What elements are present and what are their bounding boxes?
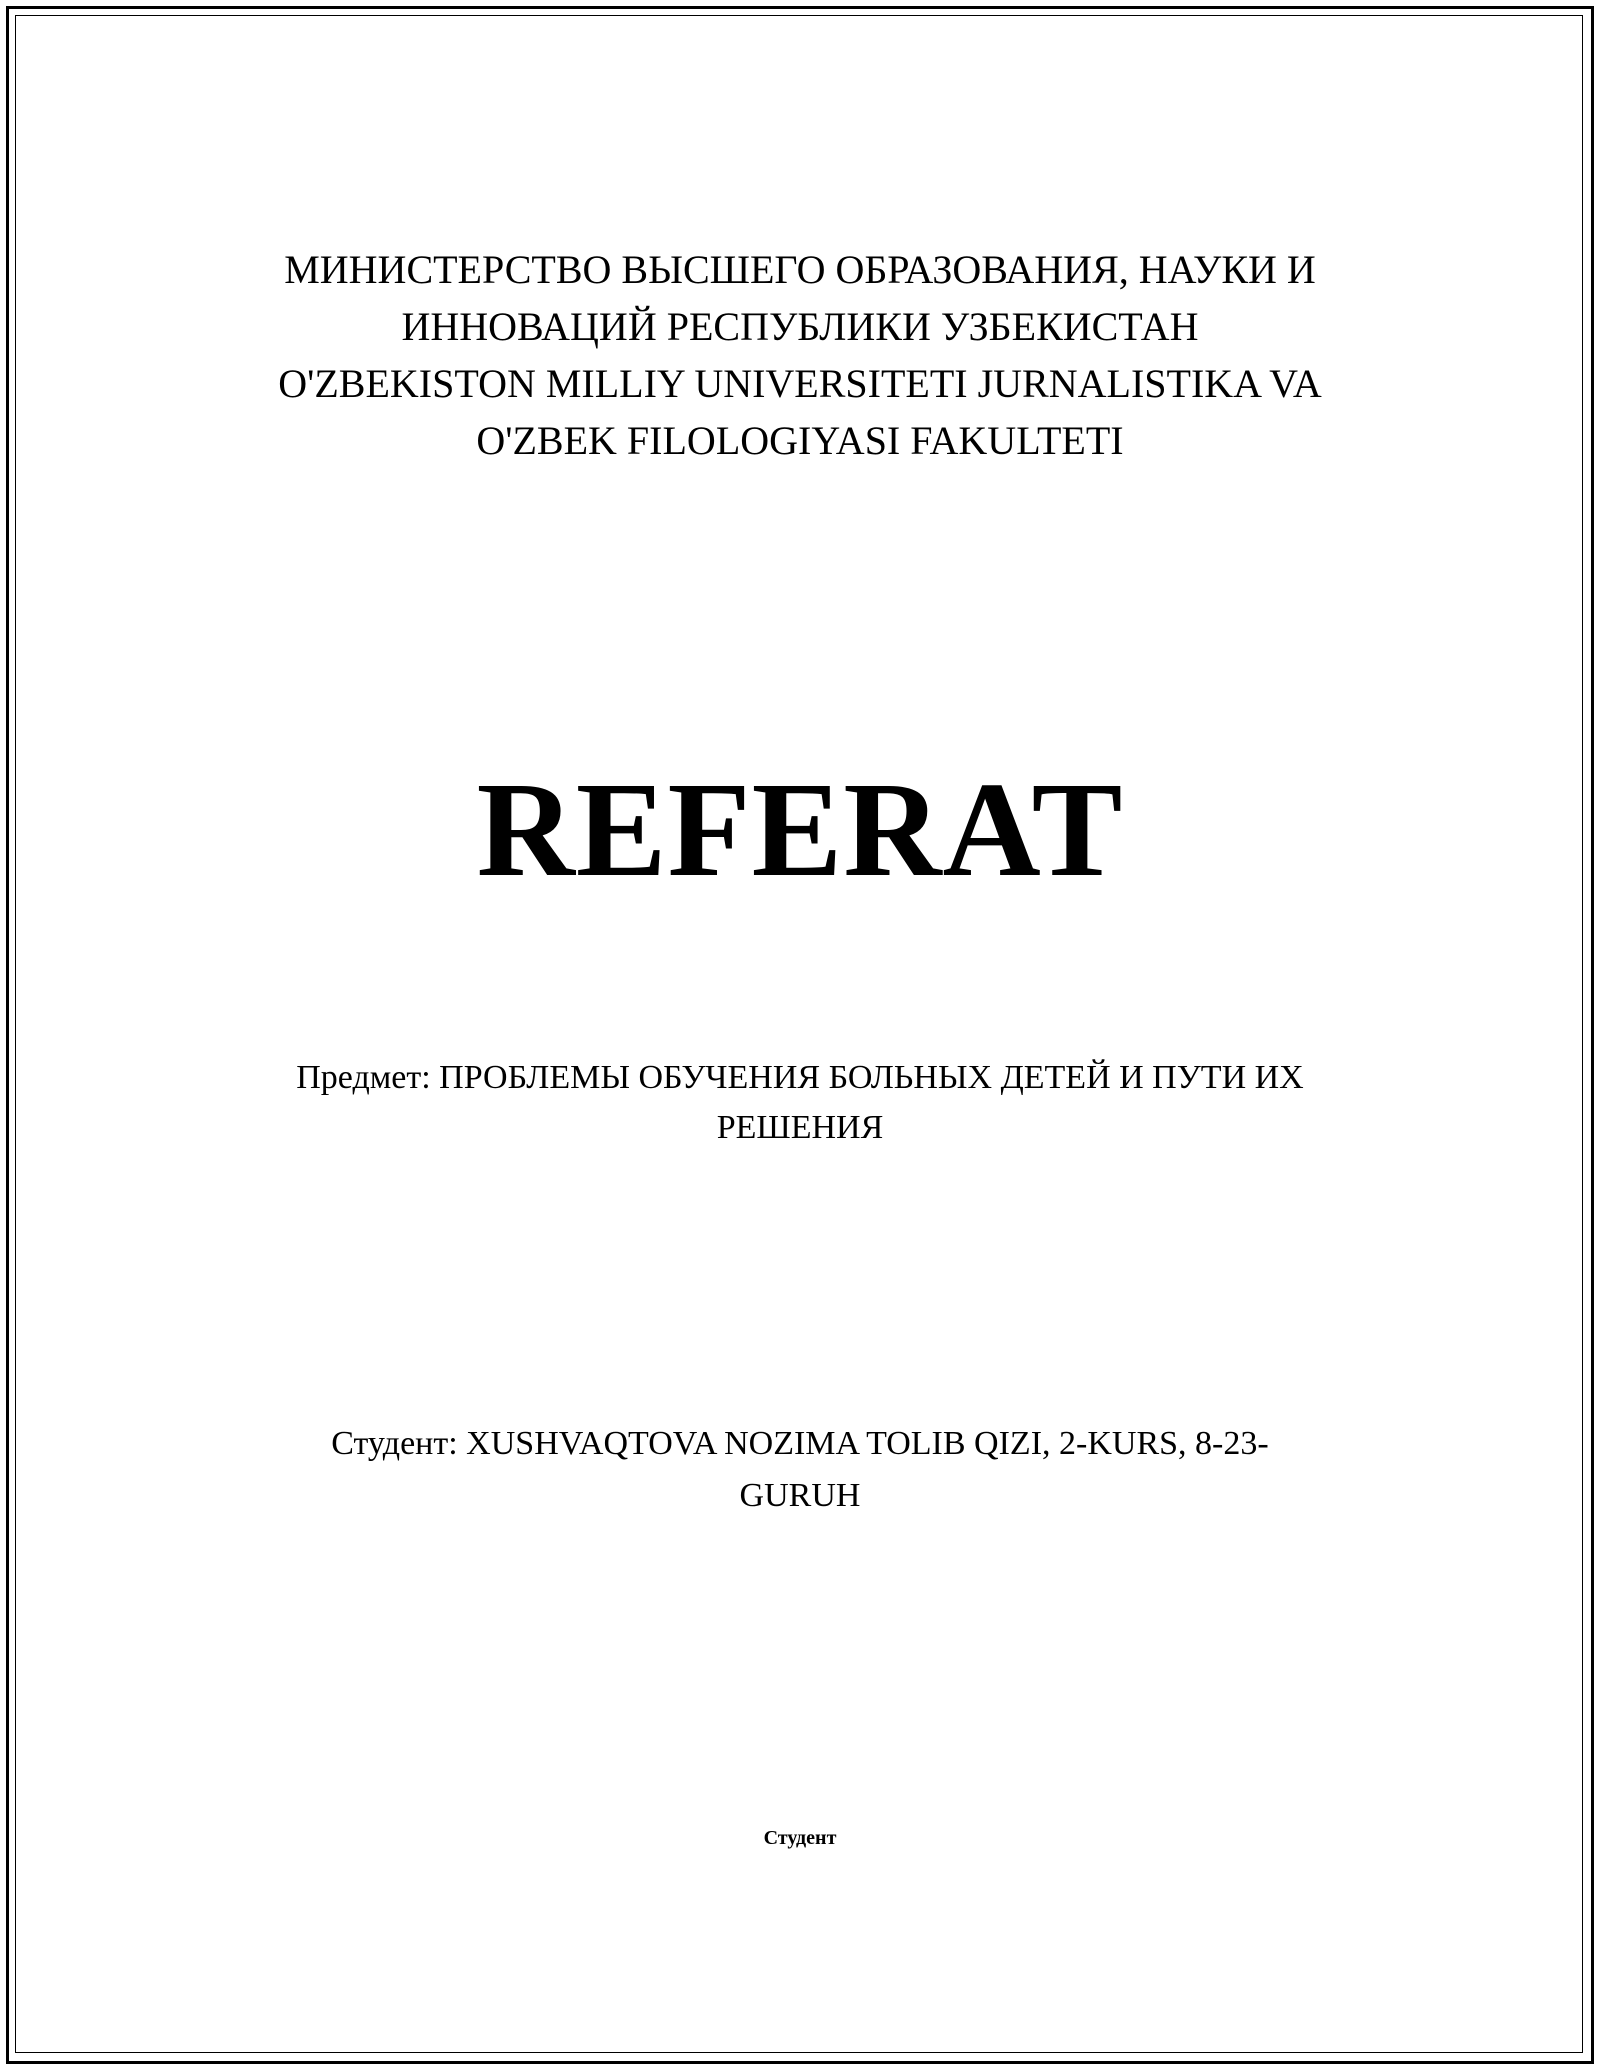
header-line-1: МИНИСТЕРСТВО ВЫСШЕГО ОБРАЗОВАНИЯ, НАУКИ И <box>284 247 1316 292</box>
subject-line-2: РЕШЕНИЯ <box>716 1109 884 1146</box>
header-line-4: O'ZBEK FILOLOGIYASI FAKULTETI <box>476 418 1124 463</box>
subject-line-1: Предмет: ПРОБЛЕМЫ ОБУЧЕНИЯ БОЛЬНЫХ ДЕТЕЙ И ПУТИ ИХ <box>296 1059 1304 1096</box>
header-line-2: ИННОВАЦИЙ РЕСПУБЛИКИ УЗБЕКИСТАН <box>401 304 1199 349</box>
document-title: REFERAT <box>476 755 1124 905</box>
student-line-1: Студент: XUSHVAQTOVA NOZIMA TOLIB QIZI, 2-KURS, 8-23- <box>331 1425 1269 1462</box>
student-line-2: GURUH <box>739 1477 861 1514</box>
student-info <box>240 1418 1360 1522</box>
footer-student-label: Студент <box>763 1827 837 1849</box>
institution-header <box>200 241 1400 469</box>
subject-text <box>240 1053 1360 1153</box>
header-line-3: O'ZBEKISTON MILLIY UNIVERSITETI JURNALISTIKA VA <box>278 361 1322 406</box>
